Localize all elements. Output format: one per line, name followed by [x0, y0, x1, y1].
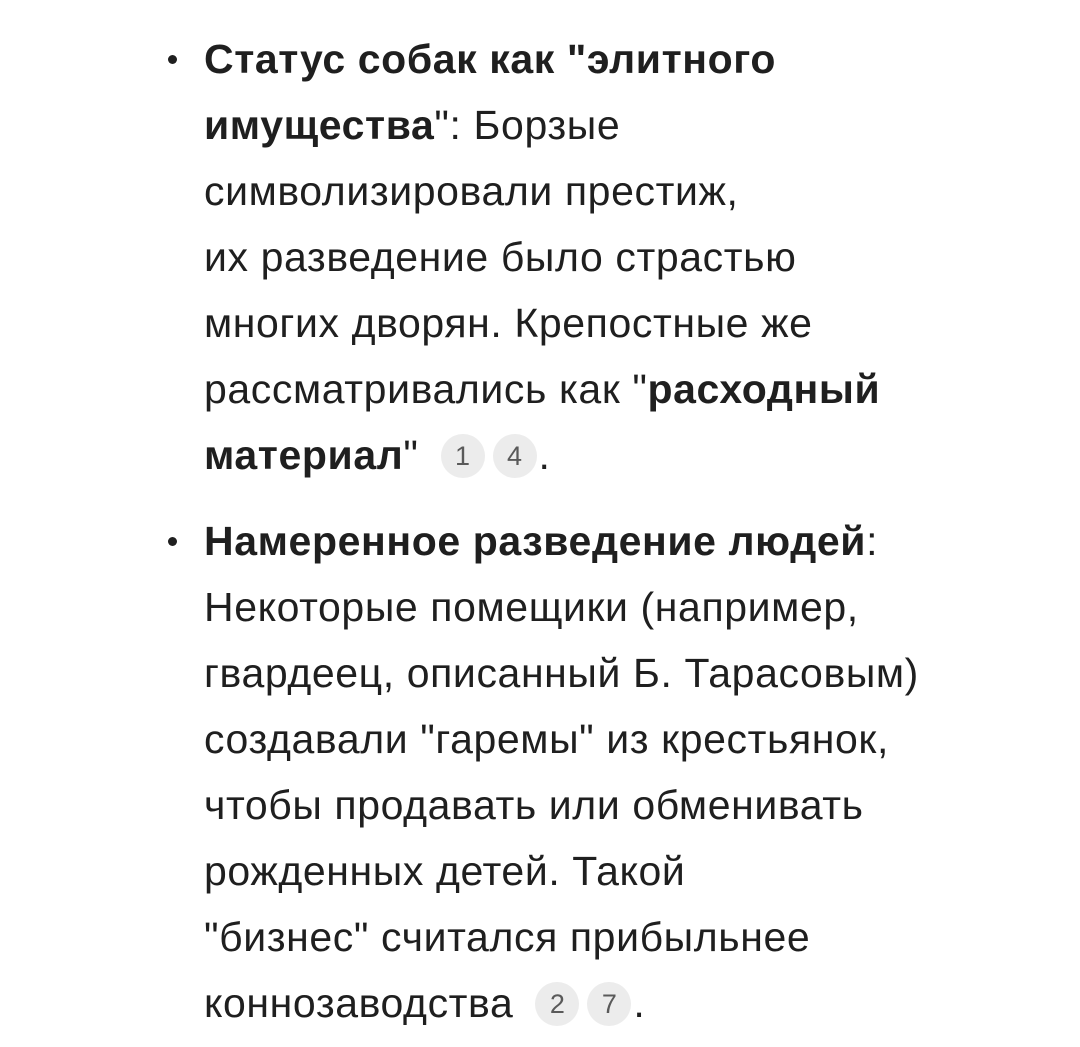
text-fragment: ": Борзые	[434, 102, 621, 148]
text-line	[204, 92, 1044, 158]
text-fragment: :	[866, 518, 879, 564]
item-title-continued: имущества	[204, 102, 435, 148]
text-fragment: коннозаводства	[204, 980, 514, 1026]
citation-badge[interactable]: 7	[587, 982, 631, 1026]
text-line: чтобы продавать или обменивать	[204, 782, 864, 828]
text-line: их разведение было страстью	[204, 234, 797, 280]
text-line	[204, 508, 1044, 574]
citation-badge[interactable]: 4	[493, 434, 537, 478]
bullet-icon	[168, 537, 177, 546]
item-title: Статус собак как "элитного	[204, 36, 777, 82]
text-line: гвардеец, описанный Б. Тарасовым)	[204, 650, 919, 696]
text-fragment: "	[403, 432, 419, 478]
text-fragment: рассматривались как "	[204, 366, 648, 412]
text-fragment: .	[633, 980, 646, 1026]
citation-badge[interactable]: 1	[441, 434, 485, 478]
text-line	[204, 970, 1044, 1036]
text-line: создавали "гаремы" из крестьянок,	[204, 716, 889, 762]
bullet-icon	[168, 55, 177, 64]
text-line: "бизнес" считался прибыльнее	[204, 914, 811, 960]
text-line: рожденных детей. Такой	[204, 848, 686, 894]
list-item	[204, 508, 1044, 1036]
text-line: символизировали престиж,	[204, 168, 739, 214]
item-title: Намеренное разведение людей	[204, 518, 867, 564]
text-line	[204, 26, 1044, 92]
emphasis-text: материал	[204, 432, 404, 478]
citation-badge[interactable]: 2	[535, 982, 579, 1026]
text-line	[204, 356, 1044, 422]
emphasis-text: расходный	[647, 366, 881, 412]
text-line: Некоторые помещики (например,	[204, 584, 859, 630]
text-line: многих дворян. Крепостные же	[204, 300, 813, 346]
text-line	[204, 422, 1044, 488]
text-fragment: .	[538, 432, 551, 478]
list-item	[204, 26, 1044, 488]
